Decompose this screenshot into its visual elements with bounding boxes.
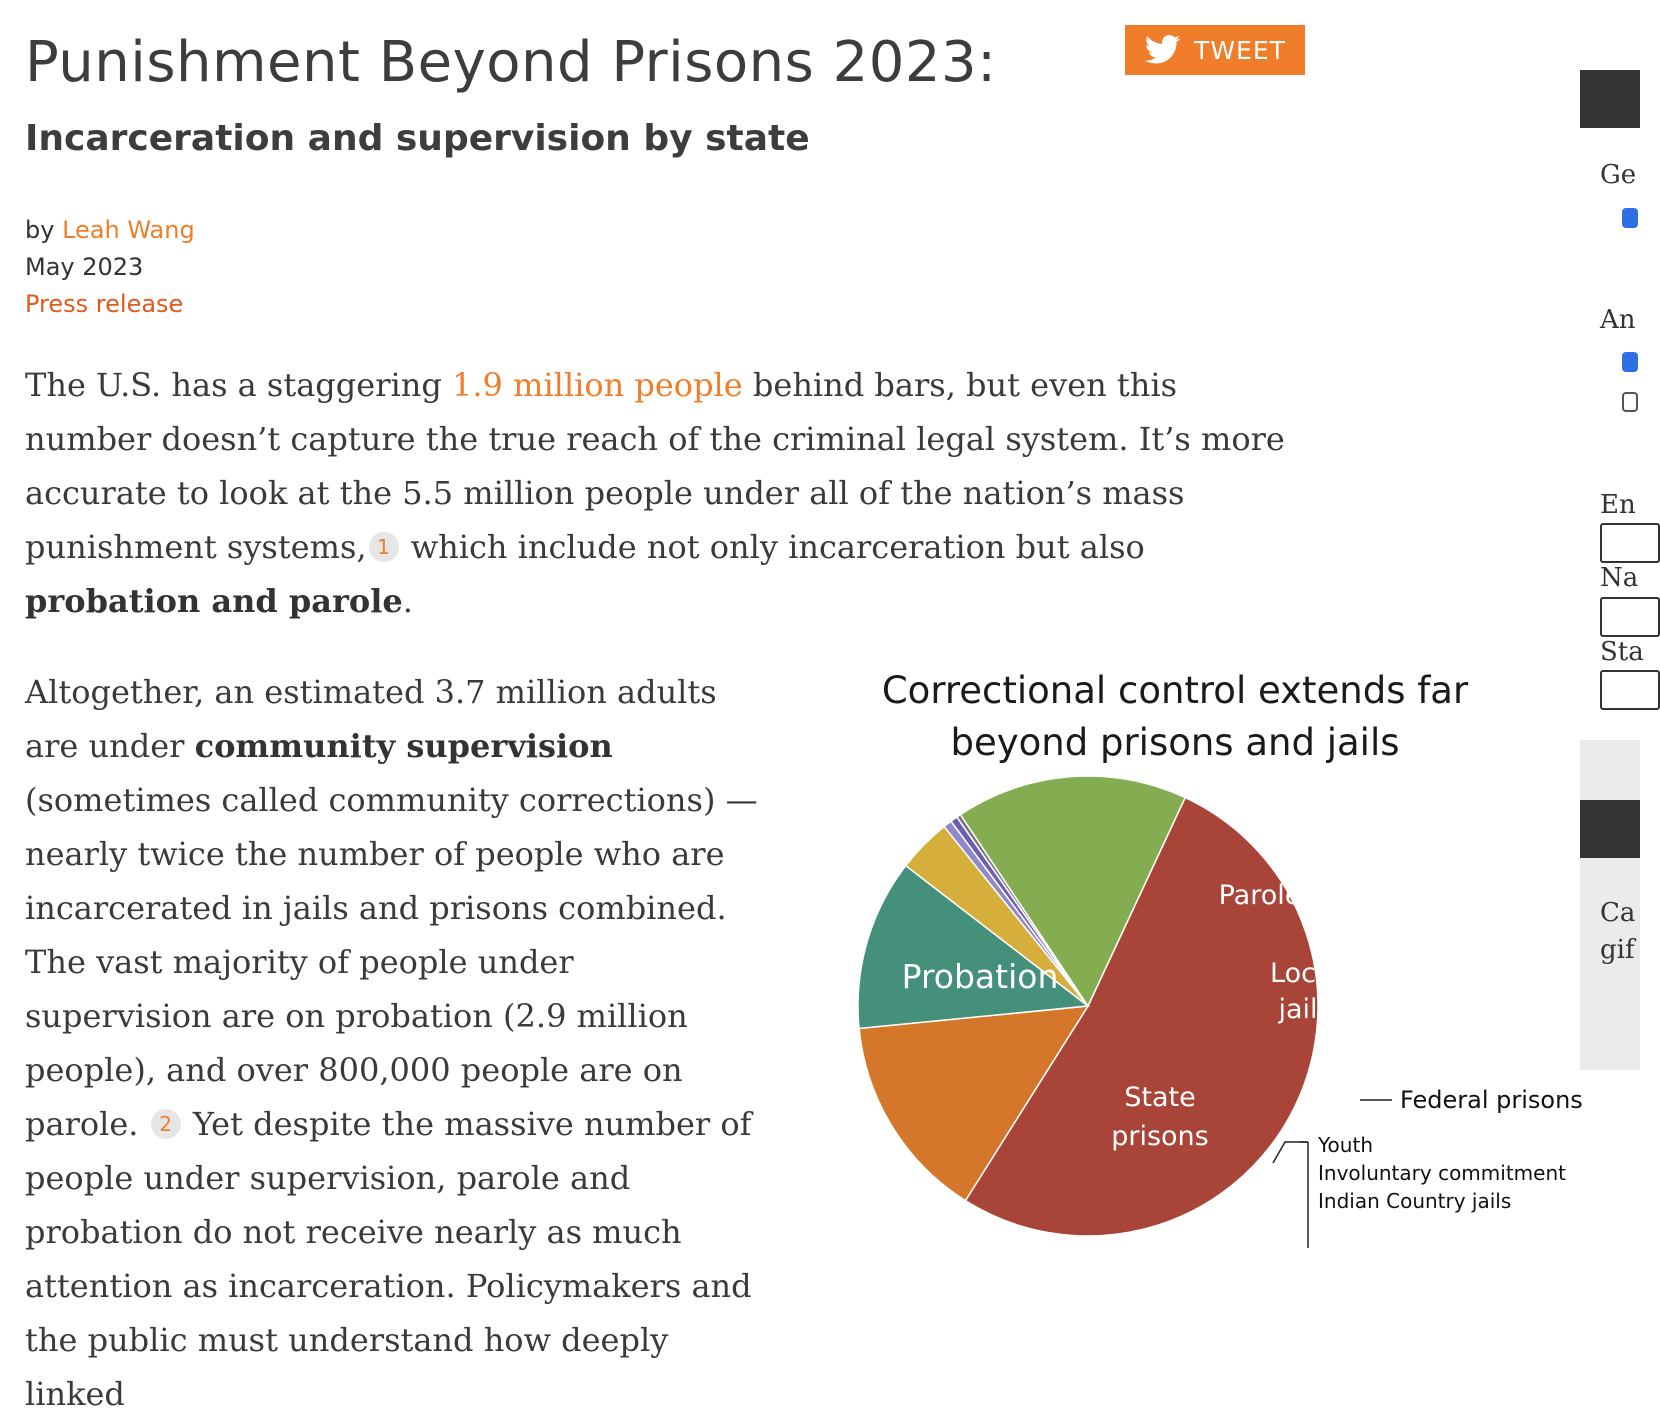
- text: .: [402, 582, 413, 620]
- press-release-link[interactable]: Press release: [25, 290, 184, 318]
- page-subtitle: Incarceration and supervision by state: [25, 118, 810, 159]
- sidebar-header-bar: [1580, 70, 1640, 128]
- sidebar-text: Na: [1600, 563, 1639, 593]
- label-state-prisons-2: prisons: [1111, 1121, 1209, 1152]
- text: behind bars, but even this number doesn’t capture the true reach of the criminal legal system. It’s more accurate to look at the 5.5 million people under all of the nation’s mass punishment systems,: [25, 366, 1285, 566]
- label-local-jails-1: Local: [1270, 958, 1340, 989]
- text: The U.S. has a staggering: [25, 366, 452, 404]
- label-local-jails-2: jails: [1278, 994, 1332, 1025]
- label-involuntary-commitment: Involuntary commitment: [1318, 1161, 1566, 1185]
- people-behind-bars-link[interactable]: 1.9 million people: [451, 366, 743, 404]
- footnote-2-marker[interactable]: 2: [151, 1109, 181, 1139]
- pie-slices: [858, 776, 1318, 1236]
- sidebar-checkbox-checked[interactable]: [1622, 208, 1638, 228]
- label-probation: Probation: [901, 957, 1059, 996]
- sidebar: [1580, 0, 1644, 1316]
- text: which include not only incarceration but also: [400, 528, 1145, 566]
- tweet-button[interactable]: [1125, 25, 1305, 75]
- label-federal-prisons: Federal prisons: [1400, 1086, 1583, 1114]
- byline-by: by: [25, 216, 55, 244]
- text: Altogether, an estimated 3.7 million adults are under: [25, 673, 717, 765]
- sidebar-name-input[interactable]: [1600, 597, 1660, 637]
- sidebar-text: Sta: [1600, 637, 1644, 667]
- sidebar-header-bar: [1580, 800, 1640, 858]
- intro-paragraph: [25, 358, 1295, 628]
- sidebar-text: An: [1600, 305, 1636, 335]
- chart-title-line-1: Correctional control extends far: [881, 669, 1469, 712]
- sidebar-checkbox[interactable]: [1622, 392, 1638, 412]
- byline: [25, 212, 195, 323]
- sidebar-text: Ge: [1600, 160, 1637, 190]
- sidebar-text: En: [1600, 490, 1636, 520]
- author-link[interactable]: Leah Wang: [62, 216, 195, 244]
- label-state-prisons-1: State: [1124, 1082, 1196, 1113]
- label-youth: Youth: [1318, 1133, 1373, 1157]
- footnote-1-marker[interactable]: 1: [369, 532, 399, 562]
- correctional-control-pie-chart: [860, 770, 1583, 1270]
- publish-date: May 2023: [25, 253, 144, 281]
- sidebar-checkbox-checked[interactable]: [1622, 352, 1638, 372]
- sidebar-email-input[interactable]: [1600, 523, 1660, 563]
- label-indian-country-jails: Indian Country jails: [1318, 1189, 1512, 1213]
- chart-title: [860, 665, 1490, 769]
- chart-title-line-2: beyond prisons and jails: [950, 721, 1400, 764]
- bold-text: probation and parole: [25, 582, 403, 620]
- label-parole: Parole: [1218, 880, 1302, 911]
- text: (sometimes called community corrections) — nearly twice the number of people who are incarcerated in jails and prisons combined. The vast majority of people under supervision are on probation (2.9 million people), and over 800,000 people are on parole.: [25, 781, 758, 1143]
- sidebar-text: Ca: [1600, 898, 1636, 928]
- tweet-label: TWEET: [1194, 35, 1286, 65]
- sidebar-text: gif: [1600, 935, 1635, 965]
- supervision-paragraph: [25, 665, 765, 1421]
- bold-text: community supervision: [194, 727, 613, 765]
- page-title: Punishment Beyond Prisons 2023:: [25, 30, 997, 95]
- twitter-bird-icon: [1144, 35, 1182, 65]
- text: Yet despite the massive number of people under supervision, parole and probation do not receive nearly as much attention as incarceration. Policymakers and the public must understand how deeply linked: [25, 1105, 752, 1413]
- sidebar-state-input[interactable]: [1600, 670, 1660, 710]
